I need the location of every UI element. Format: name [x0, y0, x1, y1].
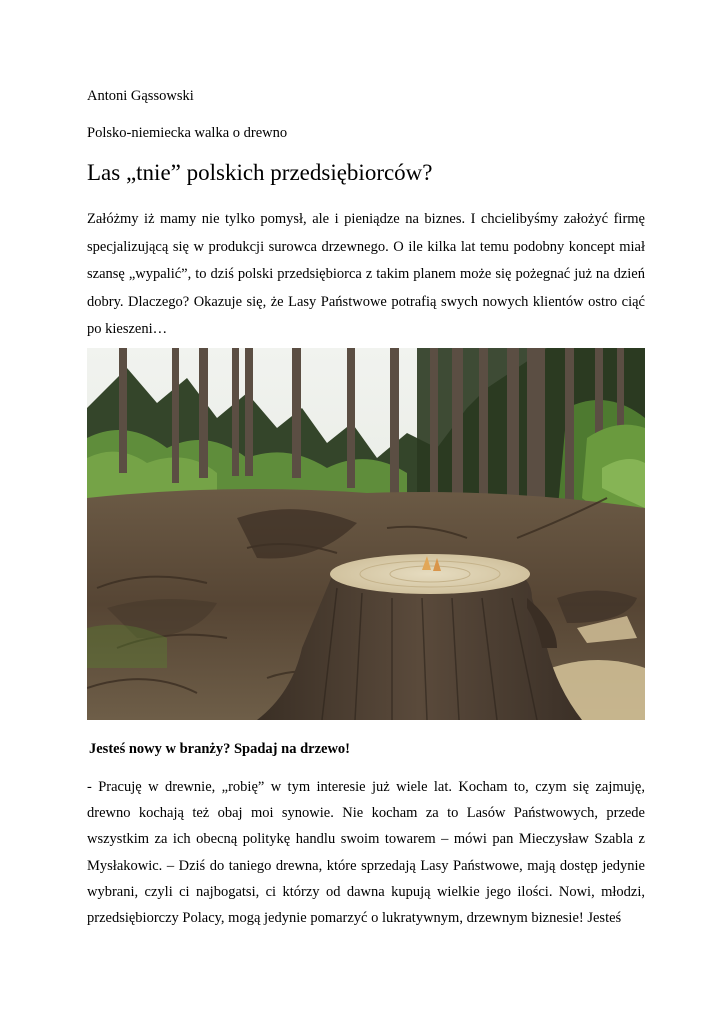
lead-paragraph: Załóżmy iż mamy nie tylko pomysł, ale i pieniądze na biznes. I chcielibyśmy założyć firmę specjalizującą się w produkcji surowca drzewnego. O ile kilka lat temu podobny koncept miał szansę „wypalić”, to dziś polski przedsiębiorca z takim planem może się pożegnać już na dzień dobry. Dlaczego? Okazuje się, że Lasy Państwowe potrafią swych nowych klientów ostro ciąć po kieszeni…: [87, 211, 645, 337]
article-subtitle: Polsko-niemiecka walka o drewno: [87, 125, 288, 141]
section-heading: Jesteś nowy w branży? Spadaj na drzewo!: [89, 741, 350, 757]
author-name: Antoni Gąssowski: [87, 88, 194, 104]
article-headline: Las „tnie” polskich przedsiębiorców?: [87, 160, 433, 185]
forest-stump-photo: [87, 348, 645, 720]
body-paragraph: - Pracuję w drewnie, „robię” w tym interesie już wiele lat. Kocham to, czym się zajmuję, drewno kochają też obaj moi synowie. Nie kocham za to Lasów Państwowych, przede wszystkim za ich obecną politykę handlu swoim towarem – mówi pan Mieczysław Szabla z Mysłakowic. – Dziś do taniego drewna, które sprzedają Lasy Państwowe, mają dostęp jedynie wybrani, czyli ci najbogatsi, ci którzy od dawna kupują wielkie jego ilości. Nowi, młodzi, przedsiębiorczy Polacy, mogą jedynie pomarzyć o lukratywnym, drzewnym biznesie! Jesteś: [87, 779, 645, 927]
